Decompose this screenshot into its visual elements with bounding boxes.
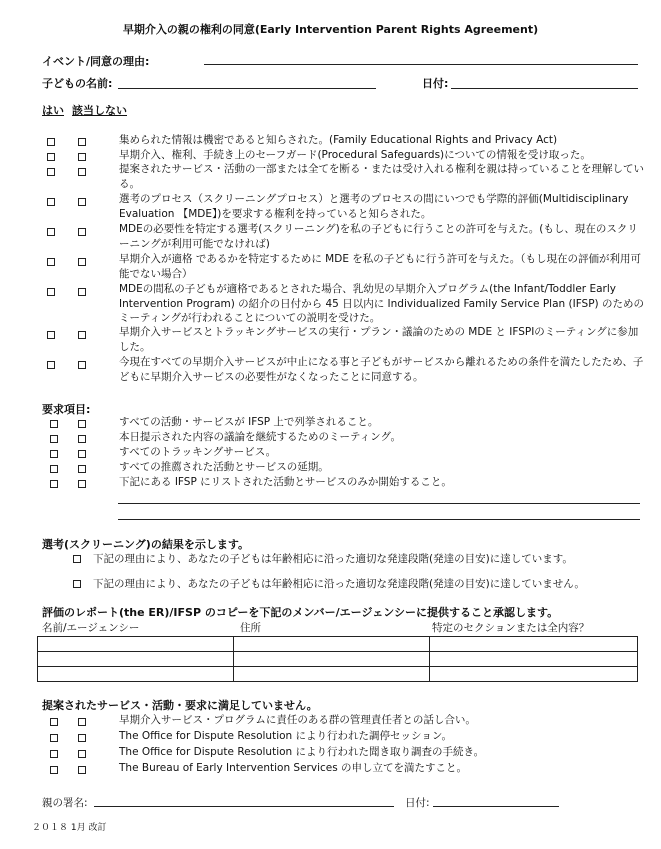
dissatisfied-4-na-checkbox[interactable] <box>78 766 86 774</box>
request-1-yes-checkbox[interactable] <box>50 420 58 428</box>
statement-8-text: 早期介入サービスとトラッキングサービスの実行・プラン・議論のための MDE と IFSPIのミーティングに参加した。 <box>119 326 639 353</box>
report-recipients-table <box>37 636 638 682</box>
statement-7-text: MDEの間私の子どもが適格であるとされた場合、乳幼児の早期介入プログラム(the Infant/Toddler Early Intervention Program) の紹介の日付から 45 日以内に Individualized Family Service Plan (IFSP) のためのミーティングが行われることについての説明を受けた。 <box>119 283 644 324</box>
statement-8-na-checkbox[interactable] <box>78 331 86 339</box>
statement-2-na-checkbox[interactable] <box>78 153 86 161</box>
table-row <box>38 667 638 682</box>
dissatisfied-3-yes-checkbox[interactable] <box>50 750 58 758</box>
event-reason-label: イベント/同意の理由: <box>42 55 150 68</box>
statement-1-text: 集められた情報は機密であると知らされた。(Family Educational Rights and Privacy Act) <box>119 134 558 146</box>
statement-5-yes-checkbox[interactable] <box>47 228 55 236</box>
statement-2-text: 早期介入、権利、手続き上のセーフガード(Procedural Safeguards)についての情報を受け取った。 <box>119 149 591 161</box>
child-name-label: 子どもの名前: <box>42 77 113 90</box>
request-2-na-checkbox[interactable] <box>78 435 86 443</box>
yes-column-header: はい <box>42 104 64 117</box>
request-2-text: 本日提示された内容の議論を継続するためのミーティング。 <box>119 431 402 443</box>
dissatisfied-1-text: 早期介入サービス・プログラムに責任のある群の管理責任者との話し合い。 <box>119 714 476 726</box>
report-cell[interactable] <box>38 637 234 652</box>
statement-1-yes-checkbox[interactable] <box>47 138 55 146</box>
request-4-na-checkbox[interactable] <box>78 465 86 473</box>
request-4-yes-checkbox[interactable] <box>50 465 58 473</box>
statement-4-text: 選考のプロセス（スクリーニングプロセス）と選考のプロセスの間にいつでも学際的評価(Multidisciplinary Evaluation 【MDE】)を要求する権利を持っていると知らされた。 <box>119 193 629 220</box>
request-3-text: すべてのトラッキングサービス。 <box>119 446 277 458</box>
request-2-yes-checkbox[interactable] <box>50 435 58 443</box>
request-5-text: 下記にある IFSP にリストされた活動とサービスのみか開始すること。 <box>119 476 452 488</box>
statement-4-na-checkbox[interactable] <box>78 198 86 206</box>
statement-5-text: MDEの必要性を特定する選考(スクリーニング)を私の子どもに行うことの許可を与えた。(もし、現在のスクリーニングが利用可能でなければ) <box>119 223 638 250</box>
report-col-section: 特定のセクションまたは全内容？ <box>432 622 590 634</box>
statement-6-na-checkbox[interactable] <box>78 258 86 266</box>
request-5-yes-checkbox[interactable] <box>50 480 58 488</box>
child-name-field[interactable] <box>118 88 376 89</box>
dissatisfied-4-yes-checkbox[interactable] <box>50 766 58 774</box>
statement-1-na-checkbox[interactable] <box>78 138 86 146</box>
request-3-na-checkbox[interactable] <box>78 450 86 458</box>
screening-option-2-text: 下記の理由により、あなたの子どもは年齢相応に沿った適切な発達段階(発達の目安)に達していません。 <box>93 578 585 590</box>
event-reason-field[interactable] <box>204 64 638 65</box>
date-field[interactable] <box>451 88 638 89</box>
request-notes-line-1[interactable] <box>118 503 640 504</box>
statement-9-yes-checkbox[interactable] <box>47 361 55 369</box>
screening-option-1-checkbox[interactable] <box>73 555 81 563</box>
request-4-text: すべての推薦された活動とサービスの延期。 <box>119 461 329 473</box>
revision-footer: ２０１８ 1月 改訂 <box>32 823 107 833</box>
dissatisfied-2-text: The Office for Dispute Resolution により行われた調停セッション。 <box>119 730 452 742</box>
report-col-name: 名前/エージェンシー <box>42 622 140 634</box>
date-label: 日付: <box>422 77 449 90</box>
signature-date-label: 日付: <box>405 797 430 809</box>
screening-option-1-text: 下記の理由により、あなたの子どもは年齢相応に沿った適切な発達段階(発達の目安)に達しています。 <box>93 553 573 565</box>
page-title: 早期介入の親の権利の同意(Early Intervention Parent Rights Agreement) <box>122 23 539 36</box>
parent-signature-label: 親の署名: <box>42 797 88 809</box>
screening-heading: 選考(スクリーニング)の結果を示します。 <box>42 538 249 551</box>
report-cell[interactable] <box>234 667 430 682</box>
dissatisfied-1-yes-checkbox[interactable] <box>50 718 58 726</box>
report-cell[interactable] <box>430 637 638 652</box>
statement-9-na-checkbox[interactable] <box>78 361 86 369</box>
report-heading: 評価のレポート(the ER)/IFSP のコピーを下記のメンバー/エージェンシーに提供すること承認します。 <box>42 606 559 619</box>
statement-3-na-checkbox[interactable] <box>78 168 86 176</box>
statement-7-yes-checkbox[interactable] <box>47 288 55 296</box>
signature-date-field[interactable] <box>433 806 559 807</box>
report-cell[interactable] <box>430 652 638 667</box>
statement-8-yes-checkbox[interactable] <box>47 331 55 339</box>
table-row <box>38 637 638 652</box>
request-1-text: すべての活動・サービスが IFSP 上で列挙されること。 <box>119 416 379 428</box>
table-row <box>38 652 638 667</box>
report-col-address: 住所 <box>240 622 261 634</box>
statement-3-yes-checkbox[interactable] <box>47 168 55 176</box>
statement-2-yes-checkbox[interactable] <box>47 153 55 161</box>
dissatisfied-1-na-checkbox[interactable] <box>78 718 86 726</box>
not-applicable-column-header: 該当しない <box>72 104 127 117</box>
dissatisfied-2-yes-checkbox[interactable] <box>50 734 58 742</box>
dissatisfied-heading: 提案されたサービス・活動・要求に満足していません。 <box>42 699 318 712</box>
report-cell[interactable] <box>38 652 234 667</box>
request-notes-line-2[interactable] <box>118 519 640 520</box>
report-cell[interactable] <box>38 667 234 682</box>
statement-3-text: 提案されたサービス・活動の一部または全てを断る・または受け入れる権利を親は持っていることを理解している。 <box>119 163 644 190</box>
request-5-na-checkbox[interactable] <box>78 480 86 488</box>
dissatisfied-2-na-checkbox[interactable] <box>78 734 86 742</box>
statement-9-text: 今現在すべての早期介入サービスが中止になる事と子どもがサービスから離れるための条件を満たしたため、子どもに早期介入サービスの必要性がなくなったことに同意する。 <box>119 356 644 383</box>
statement-6-yes-checkbox[interactable] <box>47 258 55 266</box>
statement-5-na-checkbox[interactable] <box>78 228 86 236</box>
statement-6-text: 早期介入が適格 であるかを特定するために MDE を私の子どもに行う許可を与えた。（もし現在の評価が利用可能でない場合） <box>119 253 642 280</box>
requests-heading: 要求項目: <box>42 403 91 416</box>
statement-4-yes-checkbox[interactable] <box>47 198 55 206</box>
screening-option-2-checkbox[interactable] <box>73 580 81 588</box>
report-cell[interactable] <box>430 667 638 682</box>
statement-7-na-checkbox[interactable] <box>78 288 86 296</box>
request-1-na-checkbox[interactable] <box>78 420 86 428</box>
report-cell[interactable] <box>234 637 430 652</box>
parent-signature-field[interactable] <box>94 806 394 807</box>
dissatisfied-4-text: The Bureau of Early Intervention Services の申し立てを満たすこと。 <box>119 762 468 774</box>
report-cell[interactable] <box>234 652 430 667</box>
dissatisfied-3-text: The Office for Dispute Resolution により行われた聞き取り調査の手続き。 <box>119 746 485 758</box>
dissatisfied-3-na-checkbox[interactable] <box>78 750 86 758</box>
request-3-yes-checkbox[interactable] <box>50 450 58 458</box>
